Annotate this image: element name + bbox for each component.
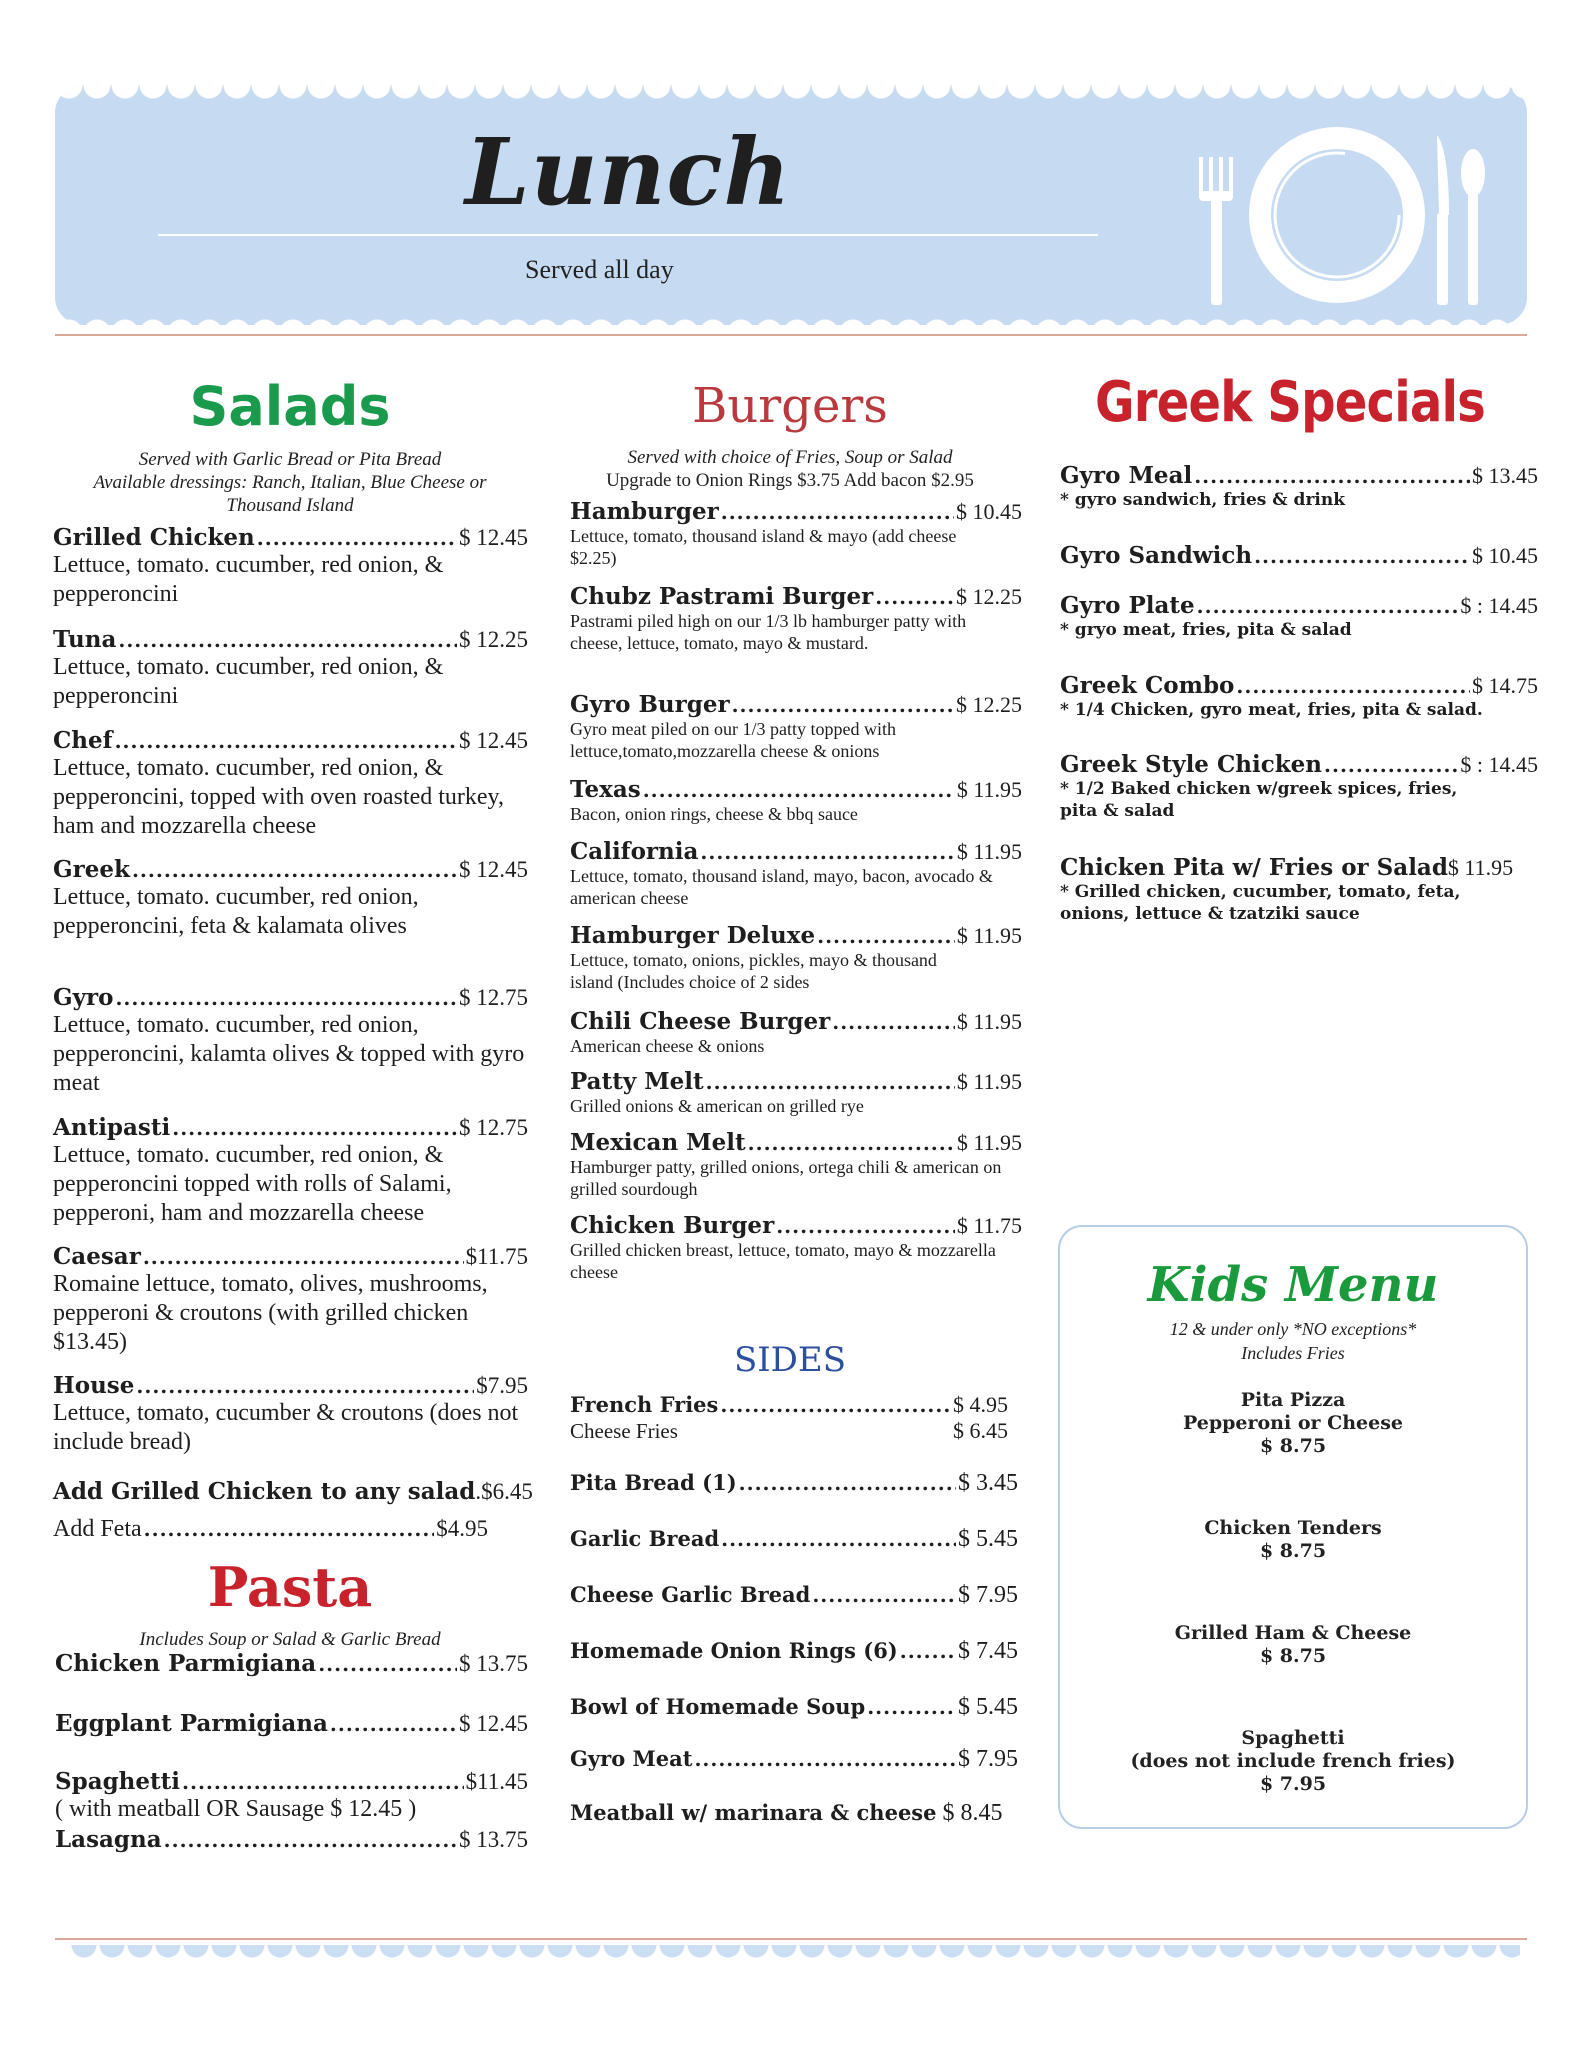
leader-dots [172,1116,457,1140]
item-name: Antipasti [53,1114,171,1141]
menu-item-burger [570,1008,1022,1057]
footer-divider [55,1938,1527,1940]
kids-note-line1: 12 & under only *NO exceptions* [1169,1319,1417,1339]
plate-icon [1249,127,1425,303]
item-description: Lettuce, tomato. cucumber, red onion, & pepperoncini topped with rolls of Salami, pepperoni, ham and mozzarella cheese [53,1142,452,1226]
kids-item-detail: (does not include french fries) [1130,1750,1456,1772]
item-name: Mexican Melt [570,1129,746,1156]
menu-item-greek [1060,854,1538,925]
menu-item-greek [1060,592,1538,641]
item-price: $7.95 [476,1373,528,1398]
kids-item-detail: Pepperoni or Cheese [1182,1412,1404,1434]
item-name: Gyro [53,984,114,1011]
leader-dots [144,1517,435,1541]
item-price: $ 11.95 [956,1009,1022,1034]
item-description: ( with meatball OR Sausage $ 12.45 ) [55,1796,417,1822]
menu-item-burger [570,1129,1022,1200]
menu-item-salad [53,1114,528,1228]
item-description: Grilled chicken breast, lettuce, tomato, mayo & mozzarella cheese [570,1240,996,1282]
leader-dots [700,840,954,864]
menu-item-salad [53,856,528,941]
burgers-title: Burgers [692,378,888,434]
kids-item [1060,1727,1526,1796]
item-price: $ 12.45 [459,728,528,753]
menu-item-burger [570,691,1022,762]
item-price: $ 13.75 [459,1651,528,1676]
leader-dots [643,778,955,802]
item-price: $ 12.75 [459,1115,528,1140]
menu-item-salad [53,524,528,609]
fork-icon [1199,157,1233,305]
kids-item-price: $ 7.95 [1259,1773,1327,1795]
leader-dots [721,500,954,524]
menu-item-burger [570,583,1022,654]
kids-item [1060,1517,1526,1563]
menu-item-side [570,1800,1018,1827]
item-name: Greek Style Chicken [1060,751,1323,778]
item-price: $ 11.95 [956,1130,1022,1155]
salad-addon [53,1515,488,1544]
kids-item-name: Spaghetti [1241,1727,1345,1749]
menu-item-side [570,1526,1018,1553]
item-description: American cheese & onions [570,1036,765,1056]
item-description: * gyro sandwich, fries & drink [1060,490,1345,510]
item-description: Lettuce, tomato. cucumber, red onion, & pepperoncini [53,654,444,709]
menu-item-greek [1060,672,1538,721]
item-price: $ : 14.45 [1460,752,1538,777]
leader-dots [900,1639,956,1663]
leader-dots [748,1131,955,1155]
item-name: Gyro Burger [570,691,730,718]
title-underline [158,234,1098,236]
item-name: Pita Bread (1) [570,1470,737,1495]
page-subtitle: Served all day [525,255,674,284]
leader-dots [115,986,457,1010]
item-description: Lettuce, tomato, cucumber & croutons (does not include bread) [53,1400,519,1455]
menu-item-side [570,1694,1018,1721]
item-price: $ 10.45 [956,499,1022,524]
item-price: $ 12.25 [459,627,528,652]
menu-item-salad [53,1372,528,1457]
leader-dots [164,1828,457,1852]
menu-item-salad [53,1243,528,1357]
item-price: $ 6.45 [953,1418,1008,1443]
item-price: $ 11.95 [956,839,1022,864]
item-name: Caesar [53,1243,141,1270]
leader-dots [118,628,457,652]
item-price: $ 11.95 [956,777,1022,802]
leader-dots [115,729,457,753]
menu-item-burger [570,1068,1022,1117]
item-description: Lettuce, tomato. cucumber, red onion, pepperoncini, kalamta olives & topped with gyro meat [53,1012,525,1096]
leader-dots [1197,594,1459,618]
item-name: California [570,838,699,865]
item-description: Lettuce, tomato. cucumber, red onion, & pepperoncini [53,552,444,607]
leader-dots [812,1583,956,1607]
item-price: $ 5.45 [958,1694,1018,1720]
item-name: Meatball w/ marinara & cheese [570,1800,937,1825]
salads-note-line2: Available dressings: Ranch, Italian, Blue Cheese or [93,472,487,493]
kids-item-price: $ 8.75 [1259,1435,1327,1457]
item-price: $ 7.45 [958,1638,1018,1664]
item-name: House [53,1372,135,1399]
knife-icon [1437,135,1449,305]
burgers-note [555,446,1025,492]
pasta-note: Includes Soup or Salad & Garlic Bread [139,1629,441,1650]
sides-title: SIDES [733,1340,847,1380]
leader-dots [1236,674,1470,698]
item-price: $ 12.45 [459,857,528,882]
menu-item-side [570,1638,1018,1665]
item-name: Grilled Chicken [53,524,255,551]
footer-scallop [70,1945,1520,1971]
item-name: Cheese Garlic Bread [570,1582,811,1607]
item-price: $ 12.25 [956,584,1022,609]
leader-dots [776,1214,955,1238]
item-price: $ 11.75 [956,1213,1022,1238]
leader-dots [330,1712,457,1736]
item-price: $11.45 [465,1769,528,1794]
salads-note [40,448,540,517]
item-price: $ 11.95 [1447,855,1514,880]
leader-dots [1194,464,1470,488]
item-name: Tuna [53,626,117,653]
item-description: Hamburger patty, grilled onions, ortega chili & american on grilled sourdough [570,1157,1002,1199]
item-description: Bacon, onion rings, cheese & bbq sauce [570,804,858,824]
leader-dots [694,1747,956,1771]
item-description: * 1/4 Chicken, gyro meat, fries, pita & salad. [1060,700,1483,720]
leader-dots [875,585,954,609]
kids-note-line2: Includes Fries [1241,1343,1345,1363]
menu-item-burger [570,776,1022,825]
menu-item-salad [53,727,528,841]
leader-dots [720,1393,951,1417]
header-divider [55,334,1527,336]
item-price: $ 12.75 [459,985,528,1010]
menu-item-pasta [55,1768,528,1824]
item-description: * gryo meat, fries, pita & salad [1060,620,1352,640]
kids-menu-box [1058,1225,1528,1829]
item-name: Spaghetti [55,1768,181,1795]
leader-dots [1254,544,1470,568]
item-price: $11.75 [465,1244,528,1269]
item-description: Lettuce, tomato, onions, pickles, mayo & thousand island (Includes choice of 2 sides [570,950,937,992]
salads-note-line3: Thousand Island [226,495,354,516]
menu-item-side [570,1470,1018,1497]
leader-dots [257,526,457,550]
leader-dots [143,1245,464,1269]
leader-dots [721,1527,956,1551]
menu-item-greek [1060,751,1538,822]
leader-dots [136,1374,474,1398]
spoon-icon [1461,149,1485,305]
item-name: Bowl of Homemade Soup [570,1694,866,1719]
menu-item-side [570,1582,1018,1609]
item-name: Gyro Meat [570,1746,693,1771]
item-price: $ 5.45 [958,1526,1018,1552]
item-price: $4.95 [436,1516,488,1541]
item-description: Grilled onions & american on grilled rye [570,1096,864,1116]
leader-dots [817,924,955,948]
leader-dots [739,1471,956,1495]
item-price: $ 7.95 [958,1746,1018,1772]
kids-item [1060,1389,1526,1458]
item-price: $ : 14.45 [1460,593,1538,618]
menu-item-burger [570,838,1022,909]
item-name: Lasagna [55,1826,162,1853]
menu-item-greek [1060,542,1538,569]
leader-dots [182,1770,464,1794]
item-name: Greek [53,856,130,883]
item-description: Lettuce, tomato. cucumber, red onion, & pepperoncini, topped with oven roasted turkey, ham and mozzarella cheese [53,755,504,839]
kids-item-name: Grilled Ham & Cheese [1174,1622,1412,1644]
menu-item-salad [53,984,528,1098]
item-price: $ 13.75 [459,1827,528,1852]
item-price: $ 7.95 [958,1582,1018,1608]
item-description: Gyro meat piled on our 1/3 patty topped with lettuce,tomato,mozzarella cheese & onions [570,719,896,761]
scallop-border-top [55,85,1527,107]
item-price: $ 13.45 [1472,463,1538,488]
item-price: .$6.45 [475,1479,533,1504]
menu-item-greek [1060,462,1538,511]
kids-item-name: Chicken Tenders [1204,1517,1382,1539]
burgers-note-line1: Served with choice of Fries, Soup or Salad [627,447,953,468]
item-name: Gyro Plate [1060,592,1195,619]
burgers-note-line2: Upgrade to Onion Rings $3.75 Add bacon $2.95 [606,470,974,491]
item-price: $ 4.95 [953,1392,1008,1417]
item-price: $ 8.45 [942,1800,1003,1826]
item-name: Chef [53,727,113,754]
item-name: Gyro Sandwich [1060,542,1253,569]
page-title: Lunch [465,118,792,226]
kids-item-price: $ 8.75 [1259,1645,1327,1667]
item-description: Pastrami piled high on our 1/3 lb hamburger patty with cheese, lettuce, tomato, mayo & mustard. [570,611,967,653]
item-name: Chubz Pastrami Burger [570,583,874,610]
menu-item-salad [53,626,528,711]
item-name: French Fries [570,1392,719,1417]
header-banner [55,85,1527,325]
menu-item-burger [570,498,1022,569]
menu-item-pasta [55,1826,528,1853]
leader-dots [132,858,457,882]
item-description: Lettuce, tomato, thousand island, mayo, bacon, avocado & american cheese [570,866,993,908]
item-name: Chicken Parmigiana [55,1650,317,1677]
item-name: Garlic Bread [570,1526,720,1551]
menu-item-pasta [55,1650,528,1677]
kids-item [1060,1622,1526,1668]
item-price: $ 12.45 [459,525,528,550]
leader-dots [318,1652,457,1676]
item-description: * 1/2 Baked chicken w/greek spices, fries, pita & salad [1060,779,1458,821]
item-price: $ 12.25 [956,692,1022,717]
item-price: $ 11.95 [956,923,1022,948]
item-price: $ 12.45 [459,1711,528,1736]
item-price: $ 14.75 [1472,673,1538,698]
item-name: Homemade Onion Rings (6) [570,1638,898,1663]
item-name: Eggplant Parmigiana [55,1710,328,1737]
salad-addon [53,1478,533,1505]
item-name: Texas [570,776,641,803]
item-name: Greek Combo [1060,672,1235,699]
item-description: Lettuce, tomato, thousand island & mayo (add cheese $2.25) [570,526,957,568]
item-name: Chicken Burger [570,1212,775,1239]
menu-item-pasta [55,1710,528,1737]
item-price: $ 11.95 [956,1069,1022,1094]
pasta-title: Pasta [207,1555,373,1619]
item-description: Romaine lettuce, tomato, olives, mushrooms, pepperoni & croutons (with grilled chicken $13.45) [53,1271,488,1355]
salads-note-line1: Served with Garlic Bread or Pita Bread [138,449,442,470]
leader-dots [867,1695,956,1719]
item-name: Add Grilled Chicken to any salad [53,1478,476,1505]
item-name: Chicken Pita w/ Fries or Salad [1060,854,1448,881]
menu-item-side [570,1746,1018,1773]
item-price: $ 10.45 [1472,543,1538,568]
item-name: Patty Melt [570,1068,704,1095]
item-description: Lettuce, tomato. cucumber, red onion, pepperoncini, feta & kalamata olives [53,884,419,939]
item-name: Hamburger Deluxe [570,922,816,949]
item-name: Chili Cheese Burger [570,1008,831,1035]
item-name: Gyro Meal [1060,462,1193,489]
kids-item-price: $ 8.75 [1259,1540,1327,1562]
leader-dots [732,693,954,717]
leader-dots [832,1010,955,1034]
menu-item-side [570,1392,1008,1444]
item-name: Add Feta [53,1516,142,1542]
greek-specials-title: Greek Specials [1095,370,1485,435]
salads-title: Salads [189,375,391,438]
leader-dots [706,1070,955,1094]
item-description: * Grilled chicken, cucumber, tomato, feta, onions, lettuce & tzatziki sauce [1060,882,1461,924]
leader-dots [1324,753,1458,777]
menu-item-burger [570,1212,1022,1283]
item-price: $ 3.45 [958,1470,1018,1496]
kids-menu-title: Kids Menu [1147,1257,1439,1313]
place-setting-icon [1187,105,1487,315]
item-name: Cheese Fries [570,1419,678,1443]
kids-item-name: Pita Pizza [1240,1389,1346,1411]
item-name: Hamburger [570,498,719,525]
menu-item-burger [570,922,1022,993]
